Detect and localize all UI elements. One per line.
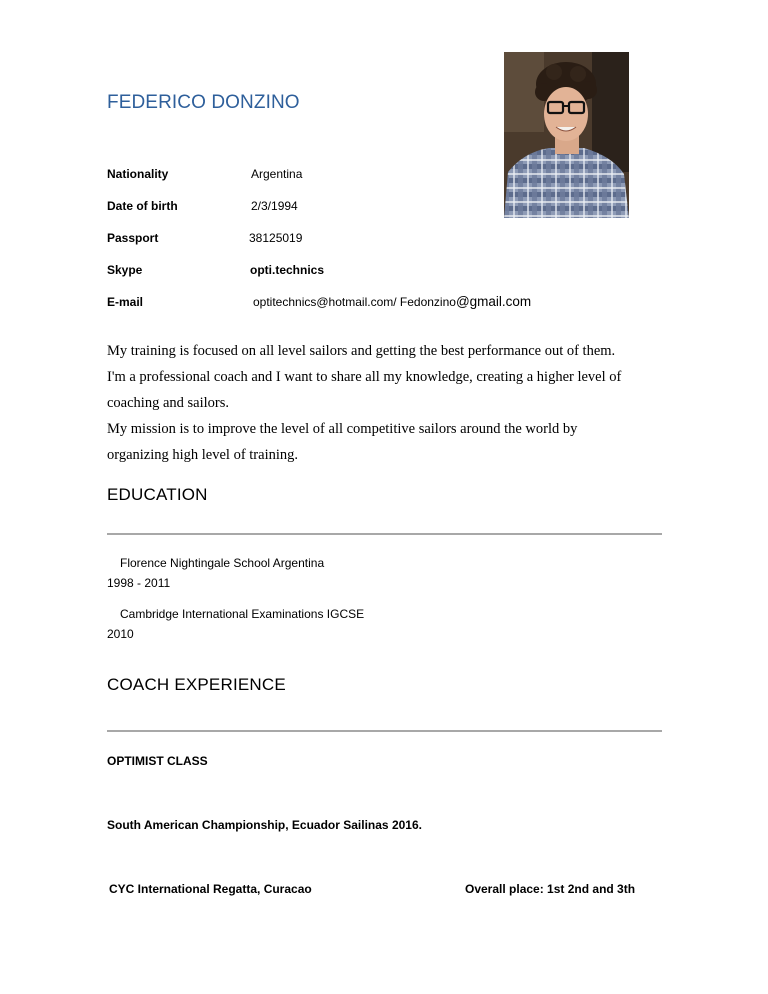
nationality-value: Argentina (251, 167, 303, 181)
experience-event: CYC International Regatta, Curacao (109, 882, 312, 896)
education-years: 2010 (107, 627, 134, 641)
optimist-class-title: OPTIMIST CLASS (107, 754, 208, 768)
education-heading: EDUCATION (107, 485, 208, 504)
experience-result: Overall place: 1st 2nd and 3th (465, 882, 636, 896)
email-value (253, 294, 531, 309)
bio-line: organizing high level of training. (107, 447, 299, 463)
page-title: FEDERICO DONZINO (107, 92, 300, 113)
education-divider (107, 533, 662, 535)
dob-label: Date of birth (107, 199, 178, 213)
passport-label: Passport (107, 231, 159, 245)
email-label: E-mail (107, 295, 144, 309)
bio-line: coaching and sailors. (107, 395, 230, 411)
experience-event: South American Championship, Ecuador Sailinas 2016. (107, 818, 422, 832)
passport-value: 38125019 (249, 231, 303, 245)
email-value-domain: @gmail.com (455, 294, 532, 309)
bio-paragraph (107, 338, 667, 468)
coach-experience-divider (107, 730, 662, 732)
email-value-text: optitechnics@hotmail.com/ Fedonzino (253, 295, 456, 309)
bio-line: I'm a professional coach and I want to share all my knowledge, creating a higher level of (107, 369, 622, 385)
profile-photo (504, 52, 629, 218)
education-school: Cambridge International Examinations IGCSE (120, 607, 365, 621)
education-years: 1998 - 2011 (107, 576, 171, 590)
portrait-image (504, 52, 629, 218)
skype-label: Skype (107, 263, 143, 277)
dob-value: 2/3/1994 (251, 199, 298, 213)
bio-line: My mission is to improve the level of all competitive sailors around the world by (107, 421, 578, 437)
nationality-label: Nationality (107, 167, 169, 181)
education-school: Florence Nightingale School Argentina (120, 556, 325, 570)
coach-experience-heading: COACH EXPERIENCE (107, 675, 286, 694)
bio-line: My training is focused on all level sailors and getting the best performance out of them. (107, 343, 616, 359)
skype-value: opti.technics (250, 263, 325, 277)
